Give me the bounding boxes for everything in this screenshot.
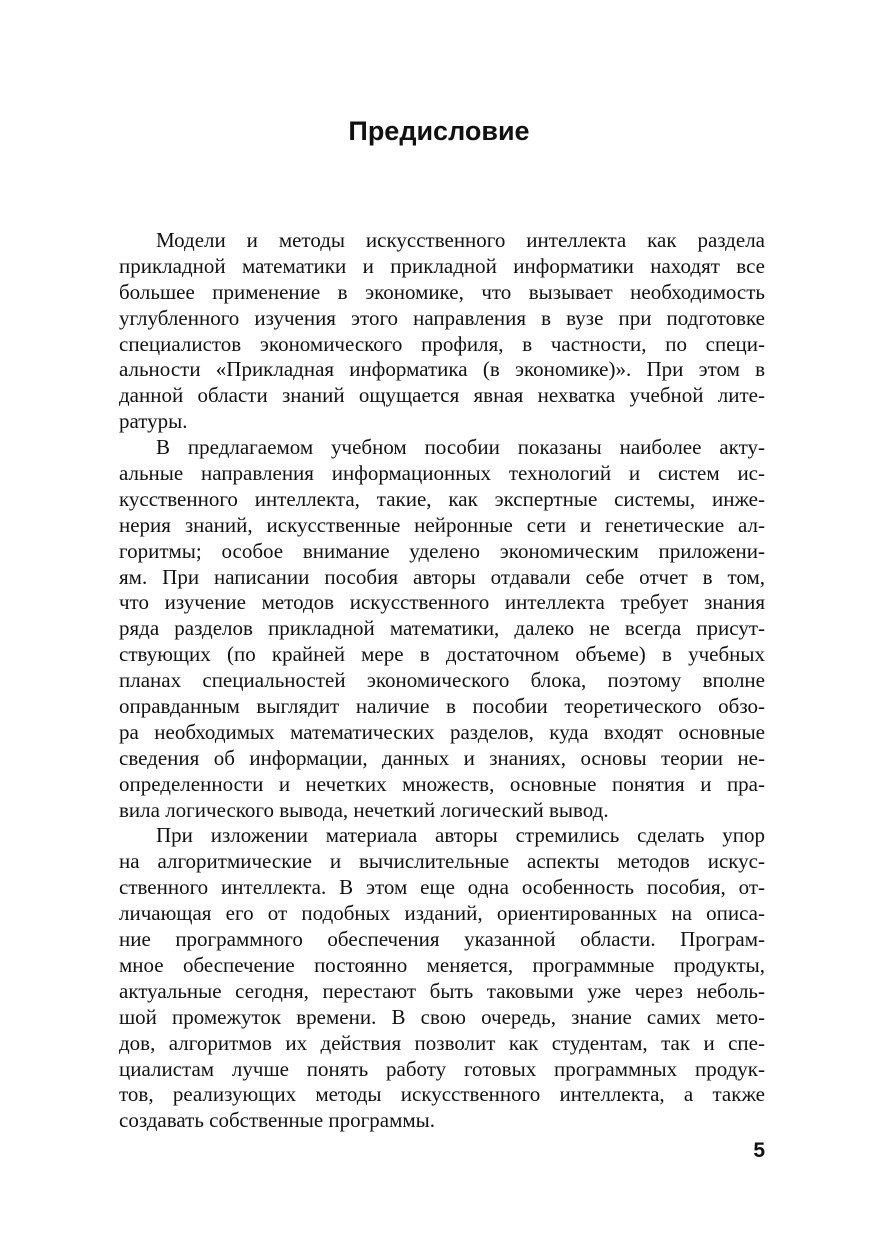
paragraph-1 xyxy=(119,228,765,435)
text-line: что изучение методов искусственного интеллекта требует знания xyxy=(119,590,765,615)
text-line: большее применение в экономике, что вызывает необходимость xyxy=(119,279,765,304)
text-line: ям. При написании пособия авторы отдавали себе отчет в том, xyxy=(119,564,765,589)
text-line: ряда разделов прикладной математики, далеко не всегда присут- xyxy=(119,616,765,641)
paragraph-2 xyxy=(119,435,765,823)
text-line: ствующих (по крайней мере в достаточном объеме) в учебных xyxy=(119,642,765,667)
text-line: создавать собственные программы. xyxy=(119,1108,436,1133)
text-line: мное обеспечение постоянно меняется, программные продукты, xyxy=(119,952,765,977)
text-line: ра необходимых математических разделов, куда входят основные xyxy=(119,719,765,744)
text-line: определенности и нечетких множеств, основные понятия и пра- xyxy=(119,771,765,796)
text-line: оправданным выглядит наличие в пособии теоретического обзо- xyxy=(119,694,765,719)
text-line: кусственного интеллекта, такие, как экспертные системы, инже- xyxy=(119,486,765,511)
text-line: на алгоритмические и вычислительные аспекты методов искус- xyxy=(119,849,765,874)
page-number: 5 xyxy=(753,1139,765,1162)
body-text xyxy=(119,228,765,1134)
text-line: планах специальностей экономического блока, поэтому вполне xyxy=(119,668,765,693)
page-title: Предисловие xyxy=(348,116,530,146)
text-line: актуальные сегодня, перестают быть таковыми уже через неболь- xyxy=(119,978,765,1003)
text-line: прикладной математики и прикладной информатики находят все xyxy=(119,253,765,278)
text-line: горитмы; особое внимание уделено экономическим приложени- xyxy=(119,538,765,563)
text-line: В предлагаемом учебном пособии показаны наиболее акту- xyxy=(156,435,765,460)
text-line: дов, алгоритмов их действия позволит как студентам, так и спе- xyxy=(119,1030,765,1055)
text-line: углубленного изучения этого направления в вузе при подготовке xyxy=(119,305,765,330)
text-line: циалистам лучше понять работу готовых программных продук- xyxy=(119,1056,765,1081)
text-line: альные направления информационных технологий и систем ис- xyxy=(119,461,765,486)
text-line: сведения об информации, данных и знаниях, основы теории не- xyxy=(119,745,765,770)
text-line: ратуры. xyxy=(119,409,188,434)
text-line: Модели и методы искусственного интеллекта как раздела xyxy=(156,228,765,252)
text-line: данной области знаний ощущается явная нехватка учебной лите- xyxy=(119,383,765,408)
paragraph-3 xyxy=(119,823,765,1134)
text-line: ние программного обеспечения указанной области. Програм- xyxy=(119,927,765,952)
text-line: При изложении материала авторы стремились сделать упор xyxy=(156,823,765,848)
text-line: ственного интеллекта. В этом еще одна особенность пособия, от- xyxy=(119,875,765,900)
text-line: личающая его от подобных изданий, ориентированных на описа- xyxy=(119,901,765,926)
text-line: тов, реализующих методы искусственного интеллекта, а также xyxy=(119,1082,765,1107)
text-line: альности «Прикладная информатика (в экономике)». При этом в xyxy=(119,357,765,382)
text-line: шой промежуток времени. В свою очередь, знание самих мето- xyxy=(119,1004,765,1029)
text-line: нерия знаний, искусственные нейронные сети и генетические ал- xyxy=(119,512,765,537)
text-line: специалистов экономического профиля, в частности, по специ- xyxy=(119,331,765,356)
text-line: вила логического вывода, нечеткий логический вывод. xyxy=(119,797,609,822)
